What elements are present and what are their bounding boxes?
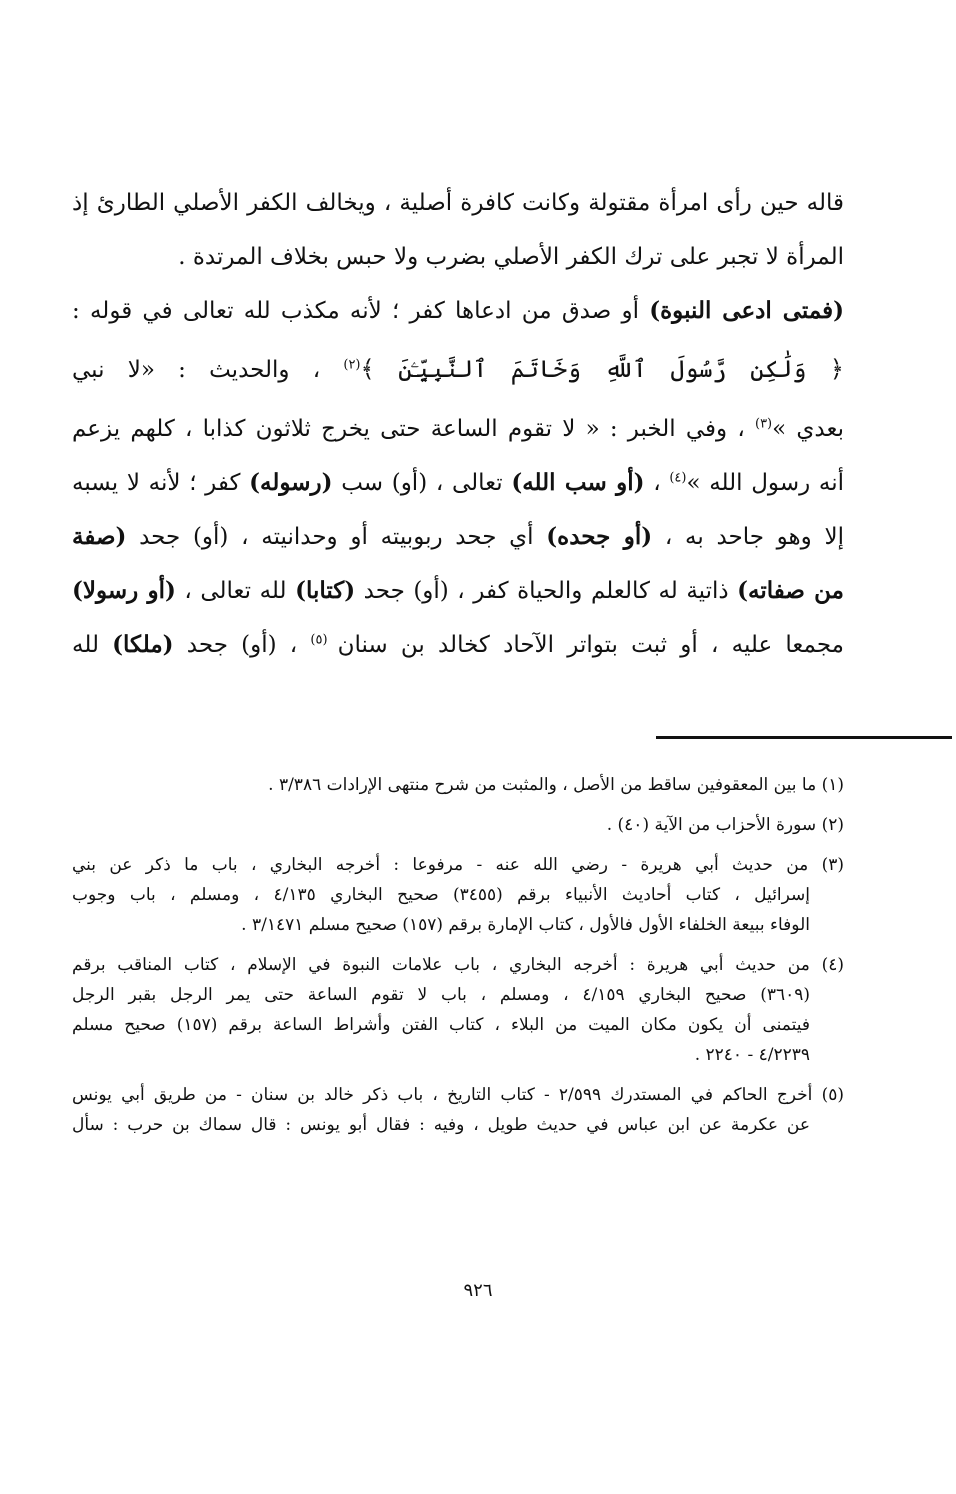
main-line-8-mid: ذاتية له كالعلم والحياة كفر ، (أو) جحد (355, 578, 738, 604)
main-line-3 (72, 284, 844, 338)
footnote-line: (١) ما بين المعقوفين ساقط من الأصل ، والمثبت من شرح منتهى الإرادات ٣/٣٨٦ . (268, 775, 844, 795)
footnote-line: ٤/٢٢٣٩ - ٢٢٤٠ . (694, 1045, 810, 1065)
main-text (72, 176, 844, 672)
main-line-9 (72, 618, 844, 672)
main-line-7-start: إلا وهو جاحد به ، (652, 524, 844, 550)
main-line-4-text: ، والحديث : «لا نبي (72, 357, 344, 383)
bold-phrase: (رسوله) (249, 469, 333, 496)
footnote-line: (٣) من حديث أبي هريرة - رضي الله عنه - مرفوعا : أخرجه البخاري ، باب ما ذكر عن بني (72, 855, 844, 875)
footnote-ref-4[interactable]: (٤) (669, 470, 687, 486)
main-line-2-text: المرأة لا تجبر على ترك الكفر الأصلي بضرب ولا حبس بخلاف المرتدة . (178, 244, 844, 270)
footnote-line: فيتمنى أن يكون مكان الميت من البلاء ، كتاب الفتن وأشراط الساعة برقم (١٥٧) صحيح مسلم (72, 1015, 810, 1035)
footnote-line: إسرائيل ، كتاب أحاديث الأنبياء برقم (٣٤٥٥) صحيح البخاري ٤/١٣٥ ، ومسلم ، باب وجوب (72, 885, 810, 905)
main-line-9-start: مجمعا عليه ، أو ثبت بتواتر الآحاد كخالد بن سنان (337, 632, 844, 658)
bold-phrase: (فمتى ادعى النبوة) (649, 297, 844, 324)
bold-phrase: (كتابا) (295, 577, 356, 604)
bold-phrase: (صفة (72, 523, 127, 550)
quran-verse: ﴿ وَلَٰكِن رَّسُولَ ٱللَّهِ وَخَاتَمَ ٱلنَّبِيِّـۧنَ ﴾ (360, 355, 844, 383)
footnote-line: عن عكرمة عن ابن عباس في حديث طويل ، وفيه : فقال أبو يونس : قال سماك بن حرب : سأل (72, 1115, 810, 1135)
main-line-7 (72, 510, 844, 564)
main-line-2 (72, 230, 844, 284)
main-line-5-text: ، وفي الخبر : « لا تقوم الساعة حتى يخرج ثلاثون كذابا ، كلهم يزعم (72, 416, 755, 442)
main-line-9-mid: ، (أو) جحد (173, 632, 311, 658)
footnote-line: الوفاء ببيعة الخلفاء الأول فالأول ، كتاب الإمارة برقم (١٥٧) صحيح مسلم ٣/١٤٧١ . (241, 915, 810, 935)
main-line-5 (72, 402, 844, 456)
main-line-7-mid: أي جحد ربوبيته أو وحدانيته ، (أو) جحد (126, 524, 547, 550)
footnote-line: (٤) من حديث أبي هريرة : أخرجه البخاري ، باب علامات النبوة في الإسلام ، كتاب المناقب برقم (72, 955, 844, 975)
footnote-1 (72, 770, 844, 800)
main-line-6-start: أنه رسول الله » (686, 470, 844, 496)
bold-phrase: (أو سب الله) (511, 469, 645, 496)
bold-phrase: (أو جحده) (546, 523, 653, 550)
main-line-6-rest: كفر ؛ لأنه لا يسبه (72, 470, 250, 496)
main-line-6-mid2: تعالى ، (أو) سب (332, 470, 512, 496)
main-line-1 (72, 176, 844, 230)
footnote-ref-5[interactable]: (٥) (310, 632, 338, 648)
bold-phrase: (أو رسولا) (72, 577, 176, 604)
footnote-line: (٢) سورة الأحزاب من الآية (٤٠) . (606, 815, 844, 835)
footnote-separator (656, 736, 952, 739)
main-line-1-text: قاله حين رأى امرأة مقتولة وكانت كافرة أصلية ، ويخالف الكفر الأصلي الطارئ إذ (72, 190, 844, 216)
main-line-3-text: أو صدق من ادعاها كفر ؛ لأنه مكذب لله تعالى في قوله : (72, 298, 650, 324)
main-line-5-start: بعدي » (772, 416, 844, 442)
footnotes (72, 770, 844, 1150)
footnote-ref-3[interactable]: (٣) (754, 416, 773, 432)
main-line-6 (72, 456, 844, 510)
main-line-8 (72, 564, 844, 618)
main-line-8-mid2: لله تعالى ، (175, 578, 296, 604)
page-number: ٩٢٦ (463, 1280, 493, 1301)
main-line-6-mid: ، (644, 470, 670, 496)
footnote-5 (72, 1080, 844, 1140)
footnote-4 (72, 950, 844, 1070)
footnote-2 (72, 810, 844, 840)
main-line-4 (72, 342, 844, 396)
footnote-line: (٥) أخرج الحاكم في المستدرك ٢/٥٩٩ - كتاب التاريخ ، باب ذكر خالد بن سنان - من طريق أبي يونس (72, 1085, 844, 1105)
bold-phrase: (ملكا) (112, 631, 174, 658)
footnote-ref-2[interactable]: (٢) (343, 357, 361, 373)
footnote-line: (٣٦٠٩) صحيح البخاري ٤/١٥٩ ، ومسلم ، باب لا تقوم الساعة حتى يمر الرجل بقبر الرجل (72, 985, 811, 1005)
main-line-9-rest: لله (72, 632, 113, 658)
footnote-3 (72, 850, 844, 940)
bold-phrase: من صفاته) (737, 577, 844, 604)
